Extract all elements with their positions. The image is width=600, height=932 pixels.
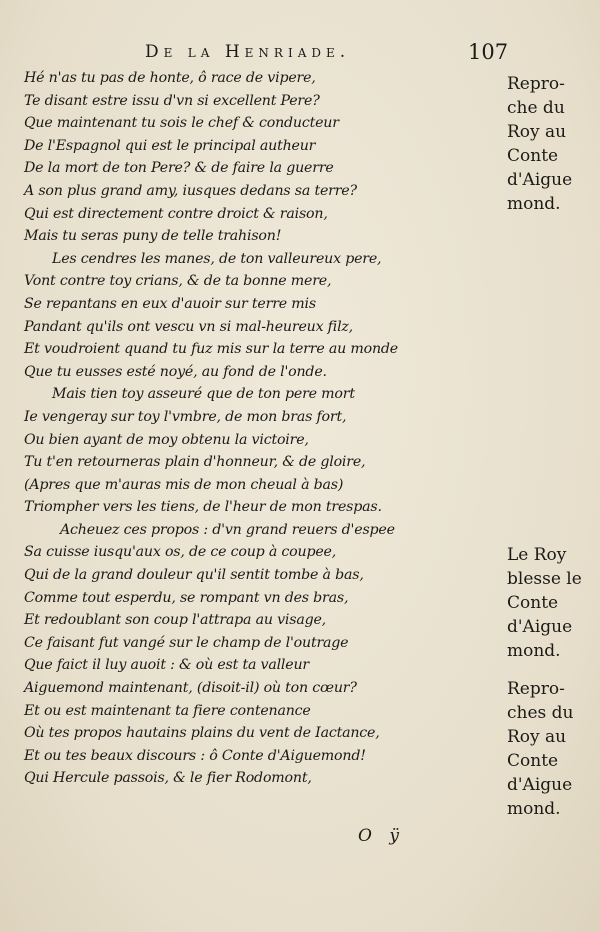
margin-note-line: Repro- — [507, 74, 565, 94]
verse-line: Que faict il luy auoit : & où est ta valleur — [24, 657, 309, 674]
verse-line: Et ou est maintenant ta fiere contenance — [24, 702, 311, 719]
verse-line: Où tes propos hautains plains du vent de Iactance, — [24, 725, 380, 742]
verse-line: Et voudroient quand tu fuz mis sur la terre au monde — [24, 341, 398, 358]
margin-note-line: mond. — [507, 641, 561, 661]
margin-note-reproach-1 — [507, 72, 597, 216]
verse-line: Ou bien ayant de moy obtenu la victoire, — [24, 431, 309, 448]
margin-note-line: Roy au — [507, 727, 567, 747]
page-number: 107 — [468, 40, 509, 64]
margin-note-line: Le Roy — [507, 545, 567, 565]
verse-line: Ie vengeray sur toy l'vmbre, de mon bras fort, — [24, 408, 347, 425]
margin-note-line: mond. — [507, 194, 561, 214]
verse-line: Mais tien toy asseuré que de ton pere mort — [52, 386, 355, 403]
verse-line: Tu t'en retourneras plain d'honneur, & de gloire, — [24, 454, 366, 471]
margin-note-line: Repro- — [507, 679, 565, 699]
verse-line: Pandant qu'ils ont vescu vn si mal-heureux filz, — [24, 318, 353, 335]
verse-line: Qui de la grand douleur qu'il sentit tombe à bas, — [24, 567, 364, 584]
margin-note-wound — [507, 543, 597, 663]
verse-line: Ce faisant fut vangé sur le champ de l'outrage — [24, 634, 349, 651]
margin-note-line: Conte — [507, 751, 559, 771]
margin-note-line: d'Aigue — [507, 170, 573, 190]
verse-line: De la mort de ton Pere? & de faire la guerre — [24, 160, 334, 177]
verse-line: Qui est directement contre droict & raison, — [24, 205, 328, 222]
margin-note-line: che du — [507, 98, 565, 118]
margin-note-line: ches du — [507, 703, 574, 723]
verse-line: (Apres que m'auras mis de mon cheual à bas) — [24, 476, 344, 493]
verse-line: De l'Espagnol qui est le principal autheur — [24, 137, 316, 154]
margin-note-reproach-2 — [507, 677, 597, 821]
verse-line: Sa cuisse iusqu'aux os, de ce coup à coupee, — [24, 544, 337, 561]
verse-block — [24, 67, 494, 790]
verse-line: Que tu eusses esté noyé, au fond de l'onde. — [24, 363, 327, 380]
verse-line: Triompher vers les tiens, de l'heur de mon trespas. — [24, 499, 382, 516]
margin-note-line: d'Aigue — [507, 775, 573, 795]
verse-line: Comme tout esperdu, se rompant vn des bras, — [24, 589, 349, 606]
margin-note-line: Conte — [507, 593, 559, 613]
verse-line: Mais tu seras puny de telle trahison! — [24, 228, 282, 245]
margin-note-line: blesse le — [507, 569, 582, 589]
page-header — [0, 38, 600, 68]
verse-line: Vont contre toy crians, & de ta bonne mere, — [24, 273, 332, 290]
margin-note-line: mond. — [507, 799, 561, 819]
verse-line: Qui Hercule passois, & le fier Rodomont, — [24, 770, 312, 787]
verse-line: A son plus grand amy, iusques dedans sa terre? — [24, 182, 357, 199]
verse-line: Te disant estre issu d'vn si excellent Pere? — [24, 92, 320, 109]
margin-note-line: d'Aigue — [507, 617, 573, 637]
verse-line: Que maintenant tu sois le chef & conducteur — [24, 115, 339, 132]
verse-line: Se repantans en eux d'auoir sur terre mis — [24, 295, 316, 312]
catchword: O ÿ — [358, 826, 405, 846]
verse-line: Acheuez ces propos : d'vn grand reuers d'espee — [60, 521, 395, 538]
verse-line: Et ou tes beaux discours : ô Conte d'Aiguemond! — [24, 747, 366, 764]
margin-note-line: Roy au — [507, 122, 567, 142]
verse-line: Aiguemond maintenant, (disoit-il) où ton cœur? — [24, 680, 357, 697]
verse-line: Et redoublant son coup l'attrapa au visage, — [24, 612, 326, 629]
verse-line: Les cendres les manes, de ton valleureux pere, — [52, 250, 382, 267]
verse-line: Hé n'as tu pas de honte, ô race de vipere, — [24, 70, 316, 86]
margin-note-line: Conte — [507, 146, 559, 166]
running-title: De la Henriade. — [145, 42, 351, 62]
